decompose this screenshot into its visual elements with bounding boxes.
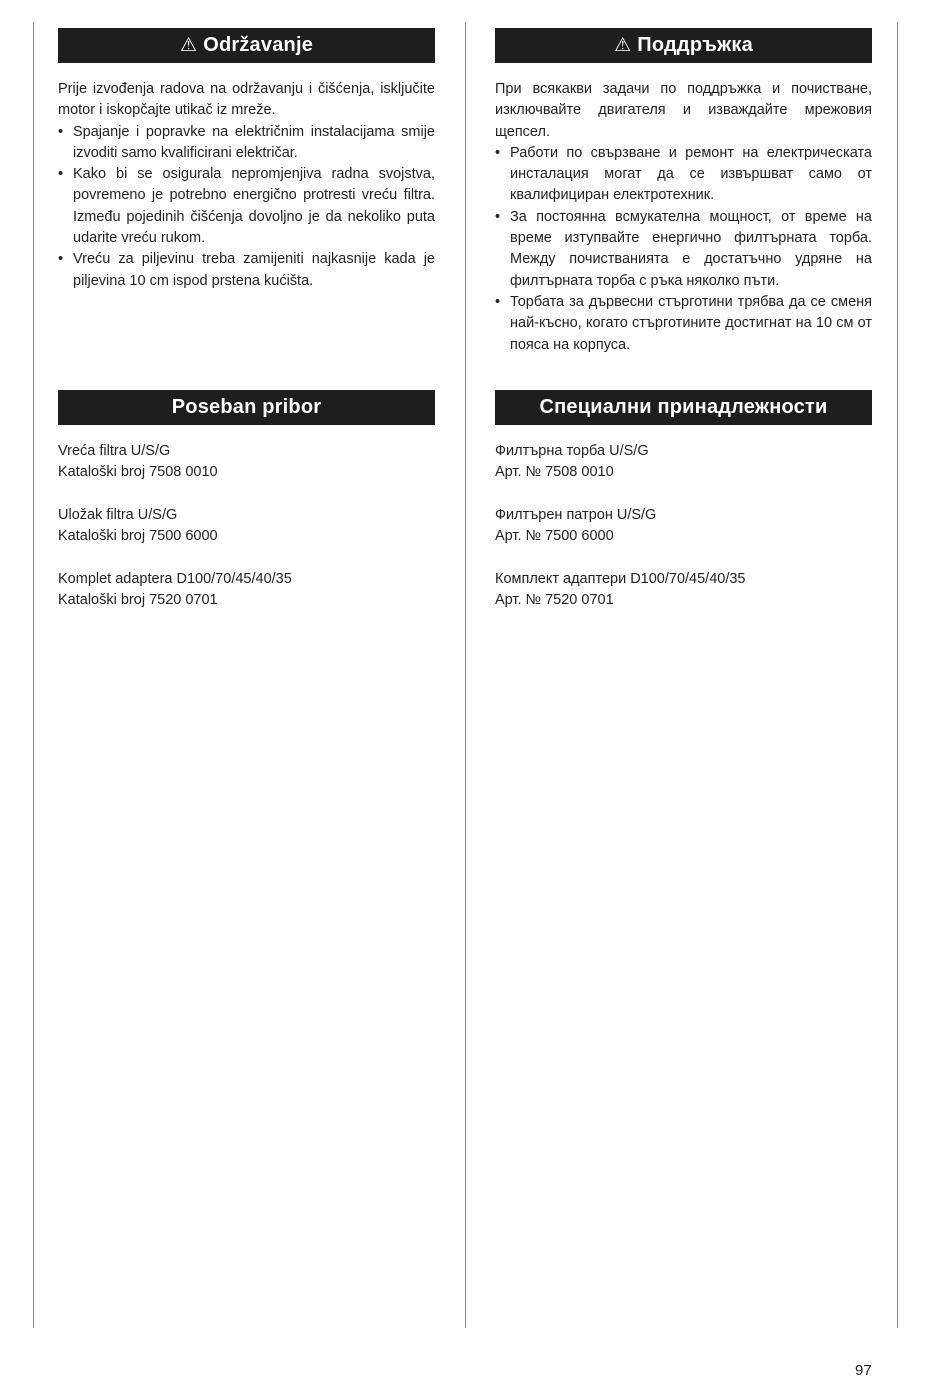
warning-triangle-icon: ⚠ — [179, 35, 198, 56]
right-maintenance-section — [495, 28, 872, 356]
left-maintenance-body — [58, 79, 435, 292]
bullet-marker: • — [58, 123, 64, 140]
list-item — [495, 292, 872, 356]
accessory-name: Vreća filtra U/S/G — [58, 443, 171, 459]
right-margin-rule — [897, 22, 898, 1328]
right-maintenance-title: Поддръжка — [637, 34, 753, 56]
left-accessories-section — [58, 390, 435, 633]
list-item — [58, 249, 435, 292]
left-margin-rule — [33, 22, 34, 1328]
list-item-text: За постоянна всмукателна мощност, от време на време изтупвайте енергично филтърната торба. Между почистванията е достатъчно удряне на филтърната торба с ръка няколко пъти. — [510, 208, 872, 289]
list-item — [58, 122, 435, 165]
list-item — [495, 207, 872, 292]
accessory-item — [58, 505, 435, 548]
list-item — [495, 143, 872, 207]
bullet-marker: • — [58, 166, 64, 183]
accessory-name: Uložak filtra U/S/G — [58, 506, 178, 523]
bullet-marker: • — [495, 293, 501, 310]
right-maintenance-heading — [495, 28, 872, 63]
accessory-name: Филтърна торба U/S/G — [495, 443, 649, 459]
accessory-number: Арт. № 7508 0010 — [495, 464, 614, 481]
left-accessories-heading — [58, 390, 435, 425]
left-maintenance-intro: Prije izvođenja radova na održavanju i čišćenja, isključite motor i iskopčajte utikač iz mreže. — [58, 81, 435, 119]
list-item-text: Kako bi se osigurala nepromjenjiva radna svojstva, povremeno je potrebno energično protresti vreću filtra. Između pojedinih čišćenja dovoljno je da nekoliko puta udarite vreću rukom. — [73, 166, 435, 247]
accessory-item — [495, 505, 872, 548]
right-accessories-list — [495, 441, 872, 611]
bullet-marker: • — [495, 208, 501, 225]
accessory-name: Komplet adaptera D100/70/45/40/35 — [58, 570, 292, 587]
accessory-name: Комплект адаптери D100/70/45/40/35 — [495, 570, 746, 587]
right-accessories-title: Специални принадлежности — [539, 396, 828, 418]
bullet-marker: • — [495, 144, 501, 161]
list-item — [58, 164, 435, 249]
list-item-text: Работи по свързване и ремонт на електрическата инсталация могат да се извършват само от квалифициран електротехник. — [510, 144, 872, 204]
left-accessories-list — [58, 441, 435, 611]
accessory-name: Филтърен патрон U/S/G — [495, 506, 657, 523]
bullet-marker: • — [58, 251, 64, 268]
right-accessories-section — [495, 390, 872, 633]
right-maintenance-body — [495, 79, 872, 356]
warning-triangle-icon: ⚠ — [614, 35, 632, 56]
left-accessories-title: Poseban pribor — [171, 396, 322, 418]
center-divider-rule — [465, 22, 466, 1328]
accessory-number: Kataloški broj 7520 0701 — [58, 592, 218, 609]
accessory-number: Kataloški broj 7508 0010 — [58, 464, 218, 481]
list-item-text: Spajanje i popravke na električnim instalacijama smije izvoditi samo kvalificirani električar. — [73, 123, 435, 161]
right-maintenance-intro: При всякакви задачи по поддръжка и почистване, изключвайте двигателя и изваждайте мрежовия щепсел. — [495, 81, 872, 140]
left-maintenance-list — [58, 122, 435, 292]
accessory-item — [58, 441, 435, 484]
left-maintenance-title: Održavanje — [203, 34, 314, 56]
right-maintenance-list — [495, 143, 872, 356]
left-maintenance-section — [58, 28, 435, 292]
accessory-number: Арт. № 7520 0701 — [495, 592, 614, 609]
accessory-number: Арт. № 7500 6000 — [495, 528, 614, 545]
right-accessories-heading — [495, 390, 872, 425]
accessory-item — [495, 569, 872, 612]
page-number: 97 — [855, 1362, 872, 1379]
accessory-number: Kataloški broj 7500 6000 — [58, 528, 218, 545]
list-item-text: Торбата за дървесни стърготини трябва да се сменя най-късно, когато стърготините достигнат на 10 см от пояса на корпуса. — [510, 293, 872, 353]
left-maintenance-heading — [58, 28, 435, 63]
accessory-item — [495, 441, 872, 484]
accessory-item — [58, 569, 435, 612]
list-item-text: Vreću za piljevinu treba zamijeniti najkasnije kada je piljevina 10 cm ispod prstena kućišta. — [73, 251, 435, 289]
